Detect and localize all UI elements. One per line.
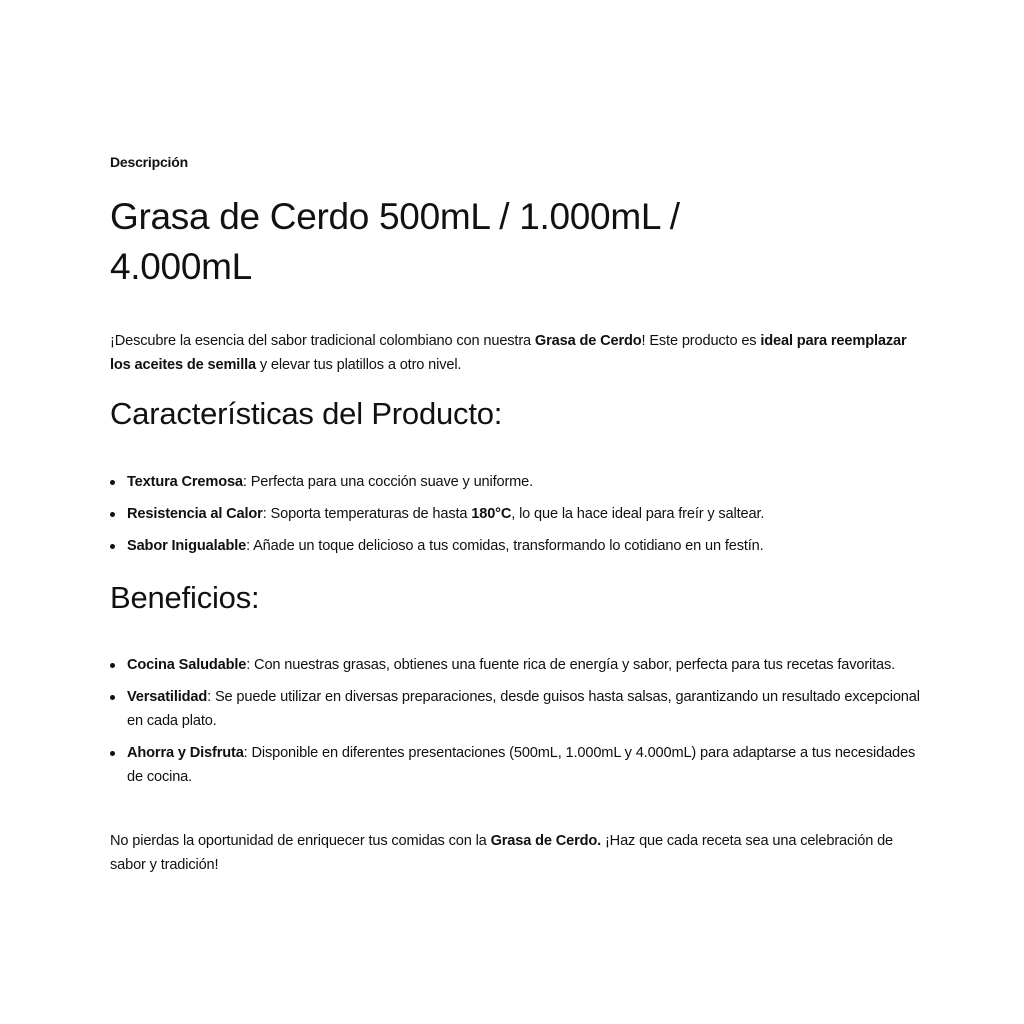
bullet-icon (110, 544, 115, 549)
intro-text: ¡Descubre la esencia del sabor tradicional colombiano con nuestra (110, 333, 535, 349)
feature-text: : Añade un toque delicioso a tus comidas, transformando lo cotidiano en un festín. (246, 538, 764, 554)
benefit-text: : Con nuestras grasas, obtienes una fuente rica de energía y sabor, perfecta para tus recetas favoritas. (246, 657, 896, 673)
list-item (110, 741, 920, 789)
list-item (110, 653, 920, 677)
feature-term: Sabor Inigualable (127, 538, 247, 554)
outro-text: ¡Haz que cada receta sea una celebración de sabor y tradición! (110, 833, 894, 873)
feature-term: Resistencia al Calor (127, 506, 263, 522)
intro-paragraph (110, 329, 910, 377)
feature-text: : Perfecta para una cocción suave y uniforme. (242, 474, 534, 490)
outro-text: No pierdas la oportunidad de enriquecer tus comidas con la (110, 833, 491, 849)
list-item (110, 534, 920, 558)
intro-text: y elevar tus platillos a otro nivel. (255, 357, 462, 373)
bullet-icon (110, 480, 115, 485)
bullet-icon (110, 695, 115, 700)
section-label: Descripción (110, 154, 188, 170)
intro-product-name: Grasa de Cerdo (534, 333, 642, 349)
intro-text: ! Este producto es (641, 333, 761, 349)
benefit-text: : Disponible en diferentes presentaciones (500mL, 1.000mL y 4.000mL) para adaptarse a tus necesidades de cocina. (127, 745, 916, 785)
feature-text: : Soporta temperaturas de hasta (262, 506, 472, 522)
benefits-list (110, 653, 920, 797)
benefits-heading: Beneficios: (110, 580, 260, 615)
benefit-term: Ahorra y Disfruta (127, 745, 244, 761)
list-item (110, 470, 920, 494)
benefit-term: Cocina Saludable (127, 657, 247, 673)
feature-term: Textura Cremosa (127, 474, 243, 490)
bullet-icon (110, 751, 115, 756)
bullet-icon (110, 663, 115, 668)
intro-highlight: ideal para reemplazar los aceites de semilla (110, 333, 907, 373)
temperature-highlight: 180°C (471, 506, 512, 522)
list-item (110, 502, 920, 526)
outro-product-name: Grasa de Cerdo. (490, 833, 602, 849)
benefit-text: : Se puede utilizar en diversas preparaciones, desde guisos hasta salsas, garantizando un resultado excepcional en cada plato. (127, 689, 920, 729)
product-title: Grasa de Cerdo 500mL / 1.000mL / 4.000mL (110, 196, 680, 287)
closing-paragraph (110, 829, 915, 877)
bullet-icon (110, 512, 115, 517)
features-list (110, 470, 920, 566)
features-heading: Características del Producto: (110, 396, 503, 431)
list-item (110, 685, 920, 733)
feature-text: , lo que la hace ideal para freír y saltear. (511, 506, 765, 522)
benefit-term: Versatilidad (127, 689, 208, 705)
